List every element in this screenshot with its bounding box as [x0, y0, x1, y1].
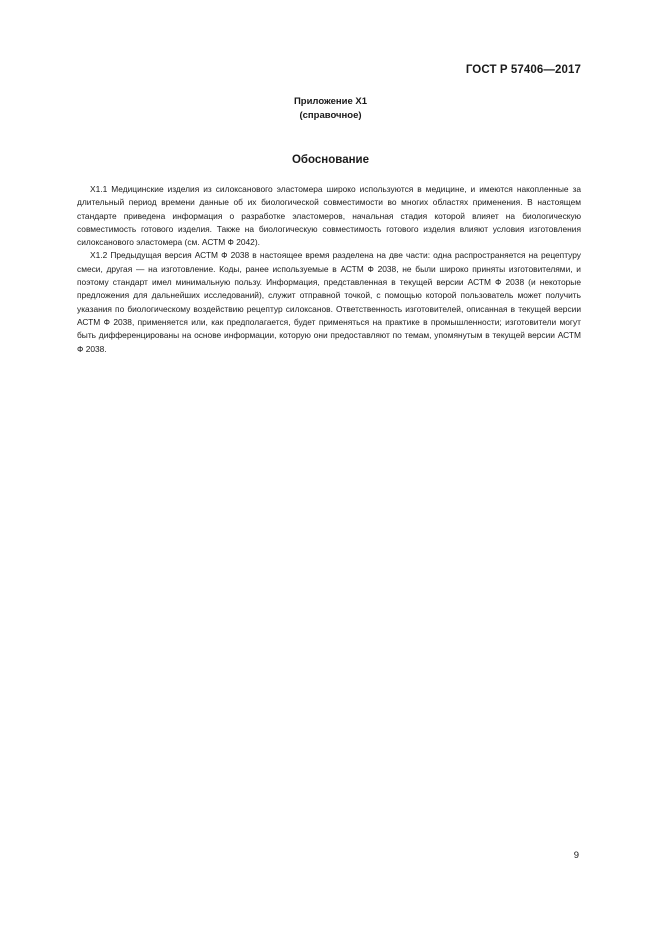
annex-subtitle: (справочное): [299, 110, 362, 121]
section-title: Обоснование: [291, 154, 369, 166]
paragraph-x1-1: X1.1 Медицинские изделия из силоксанового эластомера широко используются в медицине, и имеются накопленные за длительный период времени данные об их биологической совместимости во многих областях применения. В настоящем стандарте приведена информация о разработке эластомеров, начальная стадия которой влияет на биологическую совместимость готового изделия. Также на биологическую совместимость готового изделия влияют условия изготовления силоксанового эластомера (см. АСТМ Ф 2042).: [77, 184, 581, 248]
document-header: [466, 64, 581, 76]
standard-number: ГОСТ Р 57406—2017: [465, 64, 581, 76]
body-text: [77, 183, 581, 356]
paragraph-x1-2: X1.2 Предыдущая версия АСТМ Ф 2038 в настоящее время разделена на две части: одна распространяется на рецептуру смеси, другая — на изготовление. Коды, ранее используемые в АСТМ Ф 2038, не были широко приняты изготовителями, и поэтому стандарт имел минимальную пользу. Информация, представленная в текущей версии АСТМ Ф 2038 (и некоторые предложения для дальнейших исследований), служит отправной точкой, с помощью которой пользователь может получить указания по биологическому воздействию рецептур силоксанов. Ответственность изготовителей, описанная в текущей версии АСТМ Ф 2038, применяется или, как предполагается, будет применяться на практике в промышленности; изготовители могут быть дифференцированы на основе информации, которую они предоставляют по темам, упомянутым в текущей версии АСТМ Ф 2038.: [77, 250, 581, 354]
page-number: 9: [573, 850, 579, 861]
annex-heading: [0, 95, 661, 123]
annex-title: Приложение X1: [293, 96, 368, 107]
